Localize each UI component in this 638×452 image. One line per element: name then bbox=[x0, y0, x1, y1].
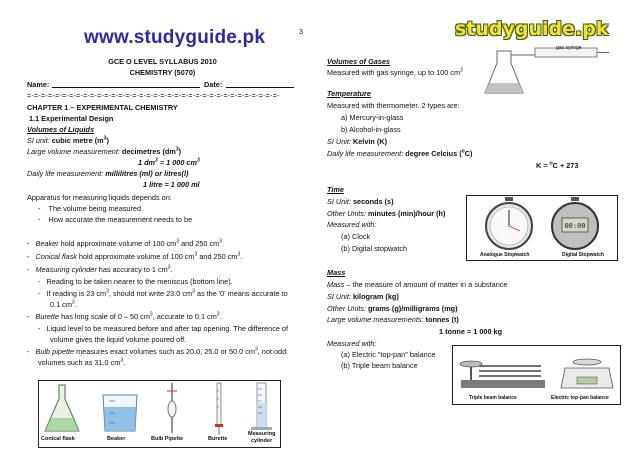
balance-figure bbox=[452, 345, 621, 405]
cylinder-sub-2-cont: 0.1 $cm^3$. bbox=[50, 299, 77, 309]
bulb-pipette-icon bbox=[167, 383, 177, 433]
mass-measured: Measured with: bbox=[327, 339, 377, 348]
stopwatch-illustration bbox=[467, 196, 617, 252]
temp-type-b: b) Alcohol-in-glass bbox=[341, 125, 401, 134]
dependency-2: - How accurate the measurement needs to be bbox=[38, 215, 193, 224]
caption-bulb-pipette: Bulb Pipette bbox=[151, 436, 184, 442]
temp-type-a: a) Mercury-in-glass bbox=[341, 113, 404, 122]
gas-syringe-icon bbox=[457, 43, 612, 101]
conical-flask-icon bbox=[45, 385, 79, 431]
measuring-cylinder-point: - Measuring cylinder has accuracy to 1 $cm^3$. bbox=[27, 264, 173, 274]
beaker-icon bbox=[103, 395, 137, 431]
balance-illustration bbox=[453, 346, 620, 396]
divider: =-=-=-=-=-=-=-=-=-=-=-=-=-=-=-=-=-=-=-=-=-=-=-=-=-=-=-=-=-=-=-=-=-=-=-=- bbox=[27, 93, 280, 100]
brand-url: www.studyguide.pk bbox=[84, 27, 266, 48]
burette-sub-2: volume gives the liquid volume poured off. bbox=[50, 335, 187, 344]
apparatus-figure bbox=[38, 380, 281, 448]
mass-heading: Mass bbox=[327, 268, 346, 277]
digital-stopwatch-icon bbox=[552, 197, 598, 249]
date-label: Date: bbox=[204, 80, 223, 89]
temp-si-line: SI Unit: Kelvin (K) bbox=[327, 137, 388, 146]
analogue-stopwatch-icon bbox=[486, 197, 532, 249]
name-label: Name: bbox=[27, 80, 50, 89]
stopwatch-figure bbox=[466, 195, 618, 261]
tonne-conversion: 1 tonne = 1 000 kg bbox=[439, 327, 503, 336]
burette-sub-1: - Liquid level to be measured before and after tap opening. The difference of bbox=[38, 324, 289, 333]
beaker-point: - Beaker hold approximate volume of 100 $cm^3$ and 250 $cm^3$. bbox=[27, 238, 225, 248]
mass-large-line: Large volume measurements: tonnes (t) bbox=[327, 315, 459, 324]
caption-triple-beam-balance: Triple beam balance bbox=[469, 395, 517, 401]
time-other-line: Other Units: minutes (min)/hour (h) bbox=[327, 209, 446, 218]
mass-item-a: (a) Electric "top-pan" balance bbox=[341, 350, 436, 359]
mass-item-b: (b) Triple beam balance bbox=[341, 361, 418, 370]
name-line bbox=[52, 87, 200, 88]
gas-syringe-label: gas syringe bbox=[556, 45, 582, 51]
dependency-1: - The volume being measured bbox=[38, 204, 142, 213]
apparatus-intro: Apparatus for measuring liquids depends on: bbox=[27, 193, 172, 202]
section-heading: 1.1 Experimental Design bbox=[29, 114, 114, 123]
litre-conversion: 1 litre = 1 000 ml bbox=[143, 180, 200, 189]
mass-other-line: Other Units: grams (g)/milligrams (mg) bbox=[327, 304, 458, 313]
gases-text: Measured with gas syringe, up to 100 $cm^3$ bbox=[327, 67, 463, 77]
studyguide-logo bbox=[455, 16, 609, 43]
mass-si-line: SI Unit: kilogram (kg) bbox=[327, 292, 399, 301]
pipette-point: - Bulb pipette measures exact volumes such as 20.0, 25.0 or 50.0 $cm^3$, not odd bbox=[27, 346, 287, 356]
caption-beaker: Beaker bbox=[107, 436, 126, 442]
top-pan-balance-icon bbox=[561, 359, 613, 388]
burette-point: - Burette has long scale of 0 – 50 $cm^3$, accurate to 0.1 $cm^3$. bbox=[27, 311, 222, 321]
measuring-cylinder-icon bbox=[251, 383, 272, 430]
temperature-text: Measured with thermometer. 2 types are: bbox=[327, 101, 460, 110]
caption-digital-stopwatch: Digital Stopwatch bbox=[562, 252, 604, 258]
burette-icon bbox=[215, 383, 223, 435]
caption-conical-flask: Conical flask bbox=[41, 436, 75, 442]
chapter-heading: CHAPTER 1 – EXPERIMENTAL CHEMISTRY bbox=[27, 103, 178, 112]
temp-daily-line: Daily life measurement: degree Celcius ($^o$C) bbox=[327, 148, 473, 158]
triple-beam-balance-icon bbox=[460, 361, 545, 388]
caption-top-pan-balance: Electric top-pan balance bbox=[551, 395, 609, 401]
syllabus-title: GCE O LEVEL SYLLABUS 2010 bbox=[108, 57, 217, 66]
date-line bbox=[226, 87, 294, 88]
time-si-line: SI Unit: seconds (s) bbox=[327, 197, 394, 206]
caption-analogue-stopwatch: Analogue Stopwatch bbox=[480, 252, 530, 258]
caption-cylinder: cylinder bbox=[251, 438, 273, 444]
daily-volume-line: Daily life measurement: millilitres (ml) or litres(l) bbox=[27, 169, 189, 178]
caption-measuring: Measuring bbox=[248, 431, 276, 437]
gases-heading: Volumes of Gases bbox=[327, 57, 390, 66]
logo-text: studyguide.pk bbox=[455, 18, 609, 40]
time-item-b: (b) Digital stopwatch bbox=[341, 244, 408, 253]
conical-flask-point: - Conical flask hold approximate volume of 100 $cm^3$ and 250 $cm^3$. bbox=[27, 251, 243, 261]
mass-definition: Mass – the measure of amount of matter in a substance bbox=[327, 280, 508, 289]
temperature-heading: Temperature bbox=[327, 89, 371, 98]
dm-conversion: 1 $dm^3 = 1$ 000 $cm^3$ bbox=[138, 157, 200, 167]
subject-title: CHEMISTRY (5070) bbox=[129, 68, 196, 77]
page-number: 3 bbox=[299, 29, 303, 36]
pipette-point-cont: volumes such as 31.0 $cm^3$. bbox=[38, 357, 126, 367]
time-heading: Time bbox=[327, 185, 344, 194]
si-unit-line: SI unit: cubic metre $(m^3)$ bbox=[27, 135, 109, 145]
kelvin-formula: K = $^o$C + 273 bbox=[536, 160, 579, 170]
caption-burette: Burette bbox=[208, 436, 228, 442]
large-volume-line: Large volume measurement: decimetres $(dm^3)$ bbox=[27, 146, 182, 156]
cylinder-sub-1: - Reading to be taken nearer to the meniscus (bottom line). bbox=[38, 277, 233, 286]
svg-text:00:00: 00:00 bbox=[564, 222, 586, 230]
time-measured: Measured with: bbox=[327, 220, 377, 229]
cylinder-sub-2: - If reading is 23 $cm^3$, should not write 23.0 $cm^3$ as the '0' means accurate to bbox=[38, 288, 288, 298]
time-item-a: (a) Clock bbox=[341, 232, 371, 241]
liquids-heading: Volumes of Liquids bbox=[27, 125, 95, 134]
